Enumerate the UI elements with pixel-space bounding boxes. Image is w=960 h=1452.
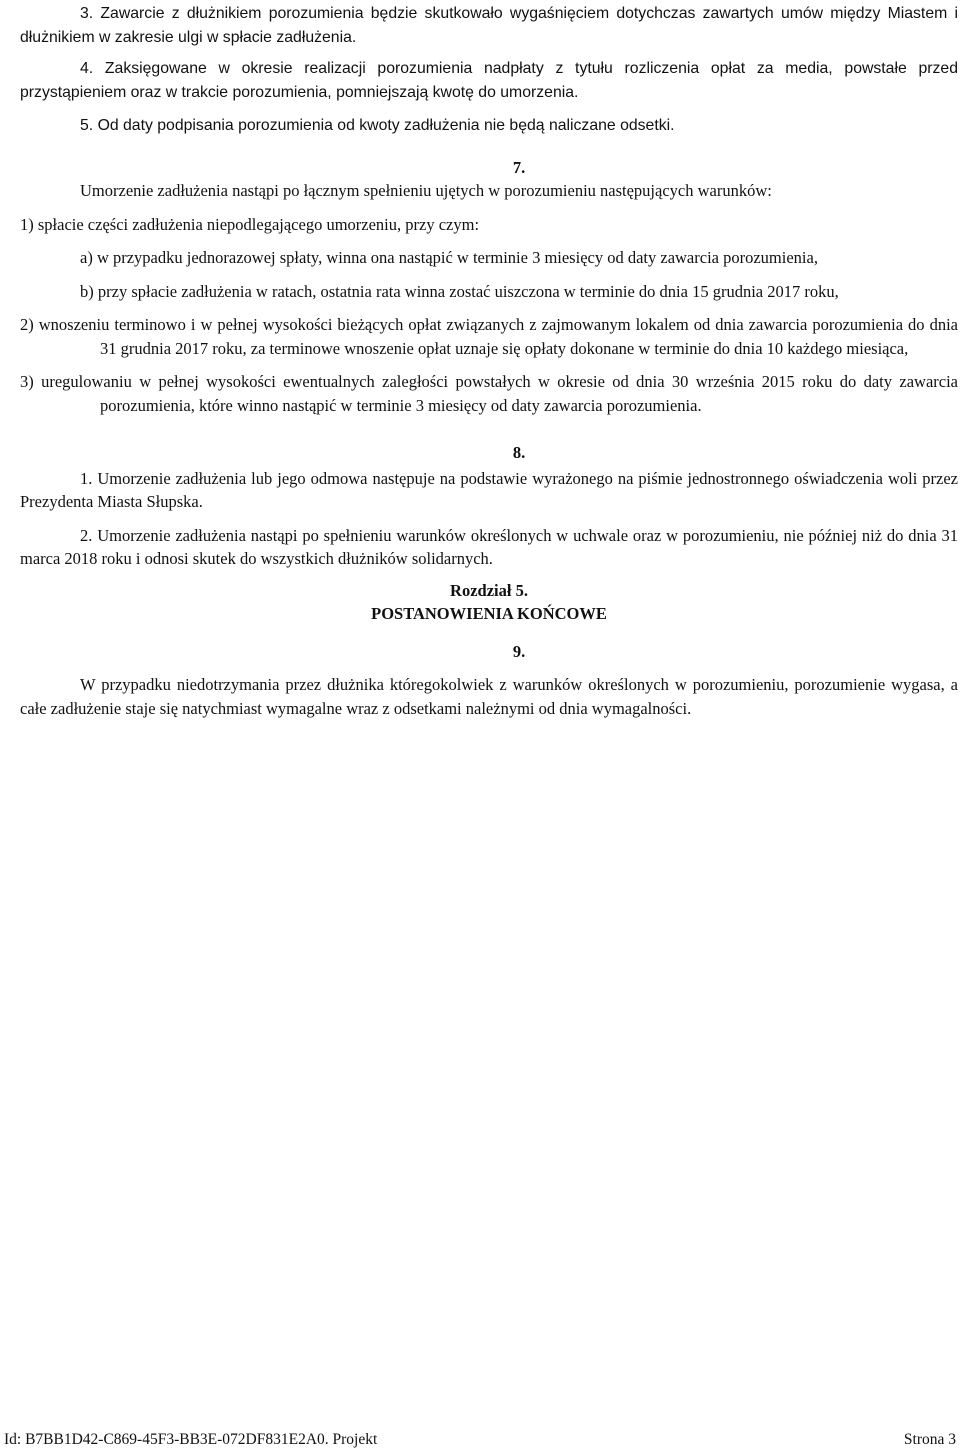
section-9-text: W przypadku niedotrzymania przez dłużnika któregokolwiek z warunków określonych w porozumieniu, porozumienie wygasa, a całe zadłużenie staje się natychmiast wymagalne wraz z odsetkami należnymi od dnia wymagalności. — [20, 675, 958, 718]
section-7-intro: Umorzenie zadłużenia nastąpi po łącznym spełnieniu ujętych w porozumieniu następujących warunków: — [80, 181, 772, 200]
section-8-paragraph-1: 1. Umorzenie zadłużenia lub jego odmowa następuje na podstawie wyrażonego na piśmie jednostronnego oświadczenia woli przez Prezydenta Miasta Słupska. — [20, 468, 958, 511]
section-9-heading: 9. — [512, 641, 526, 661]
section-7-item-1: 1) spłacie części zadłużenia niepodlegającego umorzeniu, przy czym: — [20, 214, 480, 234]
page-number: Strona 3 — [903, 1431, 956, 1448]
section-8-paragraph-2: 2. Umorzenie zadłużenia nastąpi po spełnieniu warunków określonych w uchwale oraz w porozumieniu, nie później niż do dnia 31 marca 2018 roku i odnosi skutek do wszystkich dłużników solidarnych. — [20, 525, 958, 568]
section-7-item-3: 3) uregulowaniu w pełnej wysokości ewentualnych zaległości powstałych w okresie od dnia 30 września 2015 roku do daty zawarcia porozumienia, które winno nastąpić w terminie 3 miesięcy od daty zawarcia porozumienia. — [20, 372, 958, 415]
document-id: Id: B7BB1D42-C869-45F3-BB3E-072DF831E2A0. Projekt — [4, 1431, 378, 1448]
section-8-heading: 8. — [512, 443, 526, 462]
paragraph-4: 4. Zaksięgowane w okresie realizacji porozumienia nadpłaty z tytułu rozliczenia opłat za media, powstałe przed przystąpieniem oraz w trakcie porozumienia, pomniejszają kwotę do umorzenia. — [20, 60, 958, 101]
chapter-title: POSTANOWIENIA KOŃCOWE — [371, 604, 607, 623]
chapter-label: Rozdział 5. — [450, 580, 528, 600]
section-7-item-2: 2) wnoszeniu terminowo i w pełnej wysokości bieżących opłat związanych z zajmowanym lokalem od dnia zawarcia porozumienia do dnia 31 grudnia 2017 roku, za terminowe wnoszenie opłat uznaje się opłaty dokonane w terminie do dnia 10 każdego miesiąca, — [20, 315, 958, 358]
section-7-item-1b: b) przy spłacie zadłużenia w ratach, ostatnia rata winna zostać uiszczona w terminie do dnia 15 grudnia 2017 roku, — [80, 281, 839, 301]
paragraph-3: 3. Zawarcie z dłużnikiem porozumienia będzie skutkowało wygaśnięciem dotychczas zawartych umów między Miastem i dłużnikiem w zakresie ulgi w spłacie zadłużenia. — [20, 5, 958, 46]
page-footer — [0, 1428, 960, 1452]
section-7-item-1a: a) w przypadku jednorazowej spłaty, winna ona nastąpić w terminie 3 miesięcy od daty zawarcia porozumienia, — [80, 248, 818, 267]
section-7-heading: 7. — [512, 157, 526, 177]
document-page — [20, 0, 958, 720]
paragraph-5: 5. Od daty podpisania porozumienia od kwoty zadłużenia nie będą naliczane odsetki. — [80, 117, 675, 134]
